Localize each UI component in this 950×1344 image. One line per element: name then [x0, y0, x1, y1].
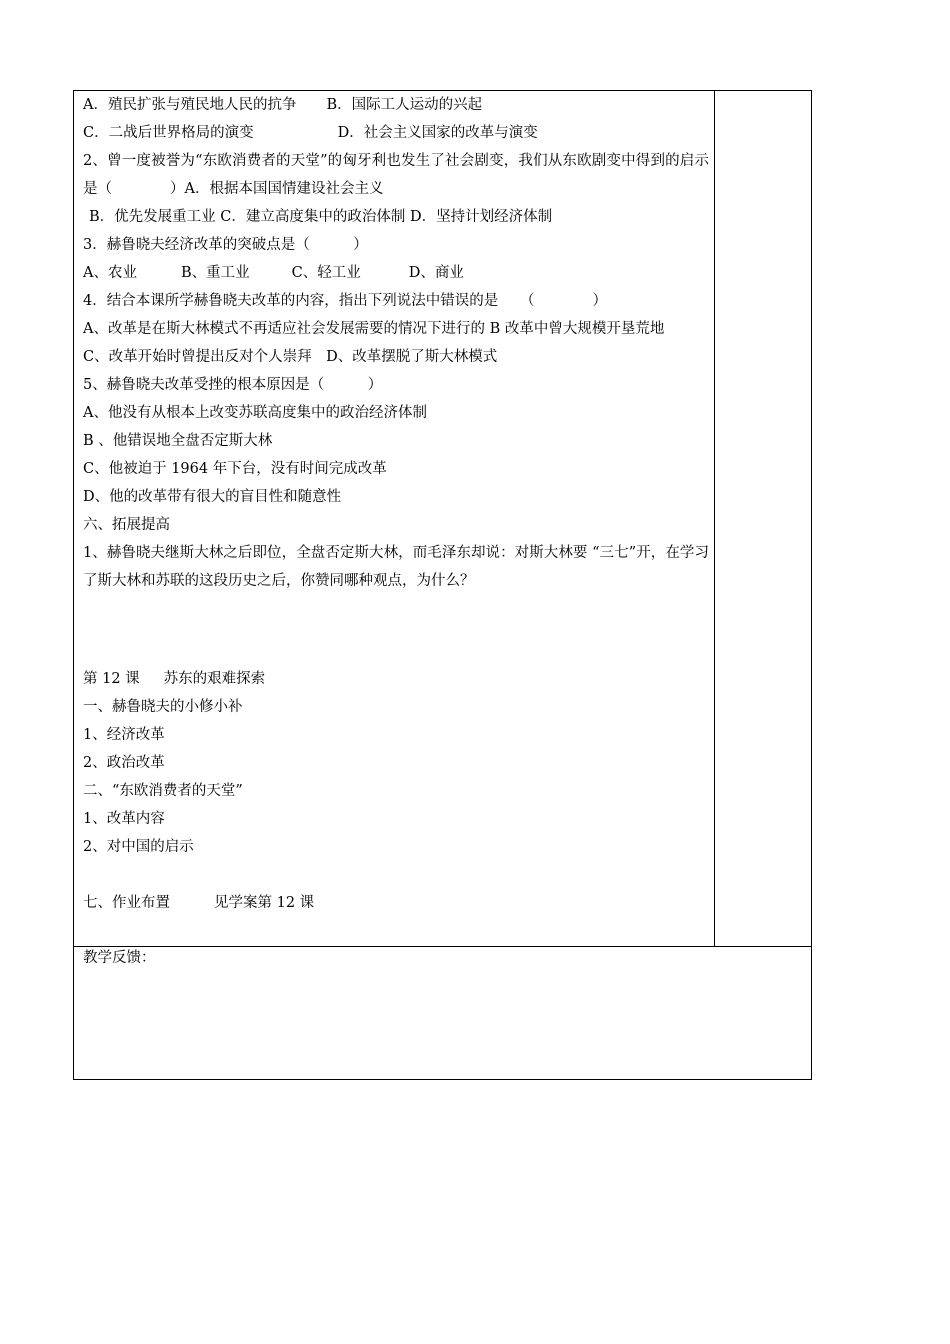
q3-stem: 3．赫鲁晓夫经济改革的突破点是（ ） [83, 237, 368, 253]
lesson-heading [83, 665, 709, 693]
q3-options [83, 259, 709, 287]
q2-options [83, 203, 709, 231]
lesson-title: 苏东的艰难探索 [163, 671, 266, 687]
outline-part2: 二、“东欧消费者的天堂” [83, 783, 243, 799]
q3-option-d: D、商业 [408, 265, 464, 281]
outline-part1: 一、赫鲁晓夫的小修小补 [83, 699, 243, 715]
feedback-cell [74, 947, 812, 1080]
spacer [83, 637, 709, 665]
main-content-cell [74, 91, 715, 947]
spacer [83, 595, 709, 637]
outline-part1-item2: 2、政治改革 [83, 755, 165, 771]
outline-part2-item2: 2、对中国的启示 [83, 839, 194, 855]
homework-content: 见学案第 12 课 [214, 895, 315, 911]
q1-option-b: B．国际工人运动的兴起 [326, 97, 483, 113]
side-notes-cell [715, 91, 812, 947]
outline-part2-item1: 1、改革内容 [83, 811, 165, 827]
lesson-plan-table [73, 90, 812, 1080]
q1-options-row-2 [83, 119, 709, 147]
q4-stem: 4．结合本课所学赫鲁晓夫改革的内容，指出下列说法中错误的是 （ ） [83, 293, 607, 309]
q2-stem: 2、曾一度被誉为“东欧消费者的天堂”的匈牙利也发生了社会剧变，我们从东欧剧变中得到的启示是（ ）A．根据本国国情建设社会主义 [83, 153, 709, 197]
section6-question: 1、赫鲁晓夫继斯大林之后即位，全盘否定斯大林，而毛泽东却说：对斯大林要 “三七”开，在学习了斯大林和苏联的这段历史之后，你赞同哪种观点，为什么？ [83, 545, 709, 589]
section6-title: 六、拓展提高 [83, 517, 170, 533]
q5-option-b: B 、他错误地全盘否定斯大林 [83, 433, 273, 449]
homework-row [83, 889, 709, 917]
outline-part1-item1: 1、经济改革 [83, 727, 165, 743]
q3-option-c: C、轻工业 [291, 265, 361, 281]
q1-options-row-1 [83, 91, 709, 119]
q5-option-a: A、他没有从根本上改变苏联高度集中的政治经济体制 [83, 405, 427, 421]
q1-option-d: D．社会主义国家的改革与演变 [337, 125, 538, 141]
q4-option-ab: A、改革是在斯大林模式不再适应社会发展需要的情况下进行的 B 改革中曾大规模开垦荒地 [83, 321, 665, 337]
content-row [74, 91, 812, 947]
lesson-content [74, 91, 714, 917]
q5-stem: 5、赫鲁晓夫改革受挫的根本原因是（ ） [83, 377, 383, 393]
q5-option-d: D、他的改革带有很大的盲目性和随意性 [83, 489, 342, 505]
homework-label: 七、作业布置 [83, 895, 170, 911]
q3-option-a: A、农业 [83, 265, 137, 281]
q3-option-b: B、重工业 [180, 265, 250, 281]
q4-option-cd: C、改革开始时曾提出反对个人崇拜 D、改革摆脱了斯大林模式 [83, 349, 498, 365]
lesson-number: 第 12 课 [83, 671, 140, 687]
q5-option-c: C、他被迫于 1964 年下台，没有时间完成改革 [83, 461, 387, 477]
spacer [83, 861, 709, 889]
feedback-label: 教学反馈： [83, 950, 156, 966]
q1-option-a: A．殖民扩张与殖民地人民的抗争 [83, 97, 297, 113]
q2-options-text: B．优先发展重工业 C．建立高度集中的政治体制 D．坚持计划经济体制 [89, 209, 553, 225]
feedback-row [74, 947, 812, 1080]
q1-option-c: C．二战后世界格局的演变 [83, 125, 254, 141]
